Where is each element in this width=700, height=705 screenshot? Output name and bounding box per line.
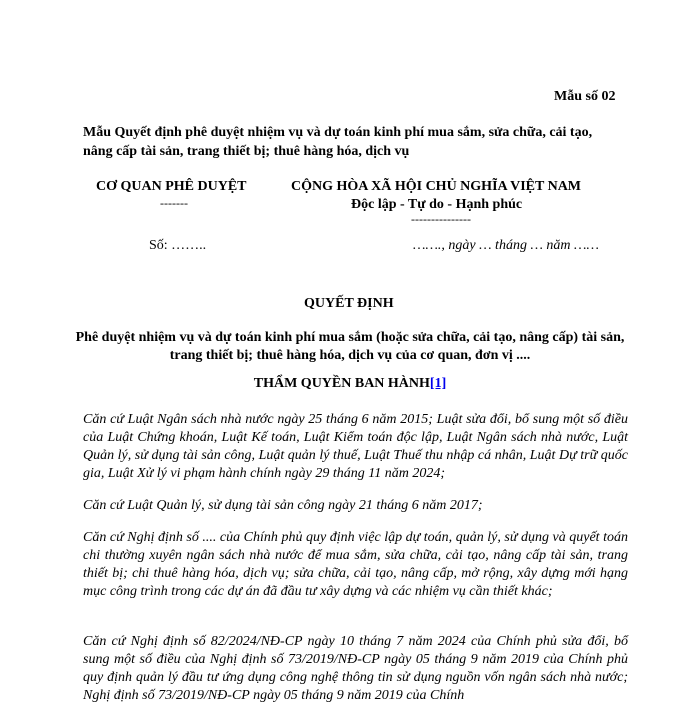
footnote-link[interactable]: [1] [429,376,447,391]
place-date: ……., ngày … tháng … năm …… [413,238,599,253]
document-number: Số: …….. [149,238,207,253]
legal-basis-paragraph: Căn cứ Luật Ngân sách nhà nước ngày 25 tháng 6 năm 2015; Luật sửa đổi, bổ sung một số điều của Luật Chứng khoán, Luật Kế toán, Luật Kiểm toán độc lập, Luật Ngân sách nhà nước, Luật Quản lý, sử dụng tài sản công, Luật quản lý thuế, Luật Thuế thu nhập cá nhân, Luật Dự trữ quốc gia, Luật Xử lý vi phạm hành chính ngày 29 tháng 11 năm 2024; [83,412,628,481]
agency-name: CƠ QUAN PHÊ DUYỆT [96,179,247,194]
legal-basis-paragraph: Căn cứ Nghị định số 82/2024/NĐ-CP ngày 10 tháng 7 năm 2024 của Chính phủ sửa đổi, bổ sung một số điều của Nghị định số 73/2019/NĐ-CP ngày 05 tháng 9 năm 2019 của Chính phủ quy định quản lý đầu tư ứng dụng công nghệ thông tin sử dụng nguồn vốn ngân sách nhà nước; Nghị định số 73/2019/NĐ-CP ngày 05 tháng 9 năm 2019 của Chính [83,634,628,703]
issuing-authority [0,376,700,392]
nation-name: CỘNG HÒA XÃ HỘI CHỦ NGHĨA VIỆT NAM [291,179,582,194]
document-title: Mẫu Quyết định phê duyệt nhiệm vụ và dự toán kinh phí mua sắm, sửa chữa, cải tạo, nâng cấp tài sản, trang thiết bị; thuê hàng hóa, dịch vụ [83,125,593,159]
legal-basis-paragraph: Căn cứ Nghị định số .... của Chính phủ quy định việc lập dự toán, quản lý, sử dụng và quyết toán chi thường xuyên ngân sách nhà nước để mua sắm, sửa chữa, cải tạo, nâng cấp tài sản, trang thiết bị; chi thuê hàng hóa, dịch vụ; sửa chữa, cải tạo, nâng cấp, mở rộng, xây dựng mới hạng mục công trình trong các dự án đã đầu tư xây dựng và các nhiệm vụ cần thiết khác; [83,530,628,599]
legal-basis-paragraph: Căn cứ Luật Quản lý, sử dụng tài sản công ngày 21 tháng 6 năm 2017; [83,498,483,513]
agency-separator: ------- [160,196,188,210]
motto-separator: --------------- [411,212,471,226]
authority-label: THẨM QUYỀN BAN HÀNH [253,376,430,391]
form-number: Mẫu số 02 [554,89,616,104]
national-motto: Độc lập - Tự do - Hạnh phúc [351,197,523,212]
decision-heading: QUYẾT ĐỊNH [304,296,394,311]
decision-subject: Phê duyệt nhiệm vụ và dự toán kinh phí mua sắm (hoặc sửa chữa, cải tạo, nâng cấp) tài sản, trang thiết bị; thuê hàng hóa, dịch vụ của cơ quan, đơn vị .... [75,330,625,363]
